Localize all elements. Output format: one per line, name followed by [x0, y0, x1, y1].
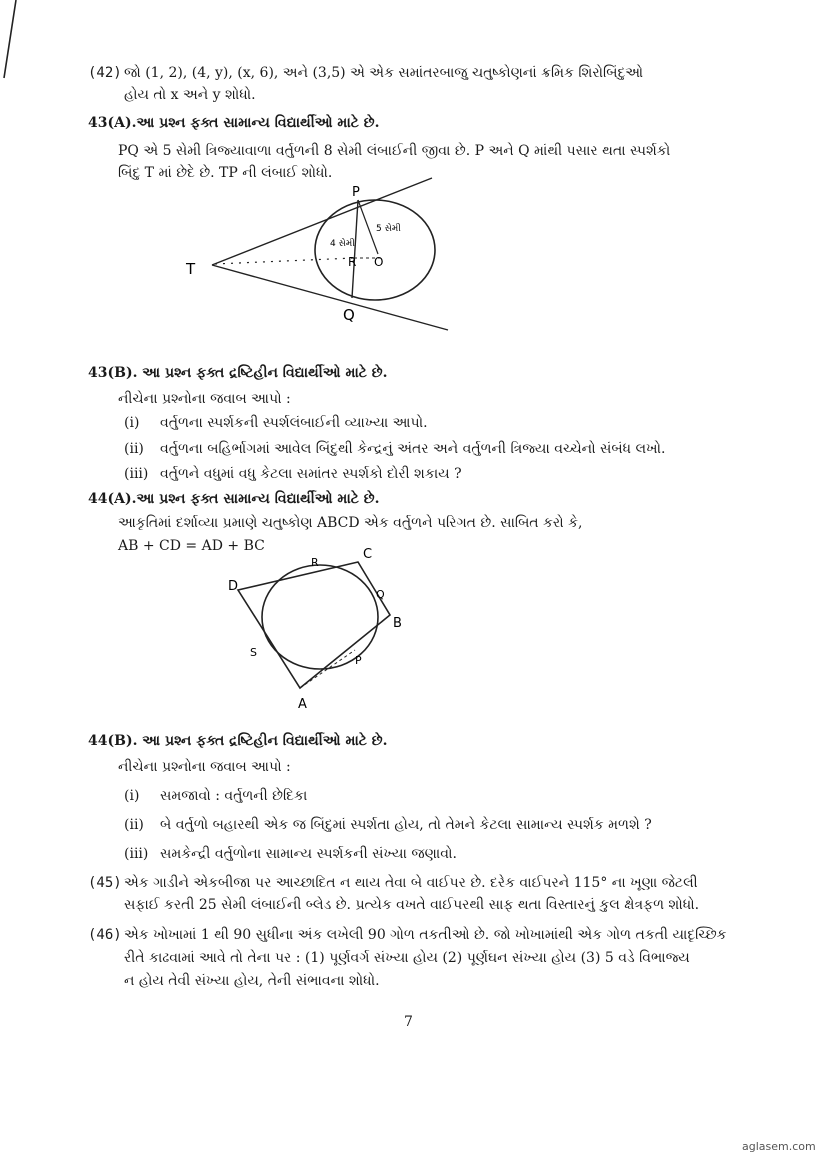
q44a-line2: AB + CD = AD + BC	[118, 538, 265, 554]
q43b-item-2-number: (ii)	[124, 441, 144, 457]
q44a-label-q: Q	[376, 588, 385, 601]
q45-number: (45)	[88, 875, 122, 891]
q43a-chord-length-label: 4 સેમી	[330, 239, 355, 249]
q43a-label-t: T	[186, 260, 196, 278]
q46-line3: ન હોય તેવી સંખ્યા હોય, તેની સંભાવના શોધો.	[124, 973, 380, 989]
q45-line1: એક ગાડીને એકબીજા પર આચ્છાદિત ન થાય તેવા બે વાઈપર છે. દરેક વાઈપરને 115° ના ખૂણા જેટલી	[124, 875, 698, 891]
q43b-item-3-number: (iii)	[124, 466, 149, 482]
q44a-label-c: C	[363, 547, 373, 562]
q43a-label-o: O	[374, 255, 384, 269]
q43a-label-q: Q	[343, 306, 355, 324]
q44a-label-r: R	[311, 556, 319, 569]
q43a-label-p: P	[352, 185, 360, 200]
q46-line1: એક ખોખામાં 1 થી 90 સુધીના અંક લખેલી 90 ગોળ તકતીઓ છે. જો ખોખામાંથી એક ગોળ તકતી યાદૃચ્છિક	[124, 927, 727, 943]
q44b-item-2-text: બે વર્તુળો બહારથી એક જ બિંદુમાં સ્પર્શતા હોય, તો તેમને કેટલા સામાન્ય સ્પર્શક મળશે ?	[160, 817, 652, 833]
q45-line2: સફાઈ કરતી 25 સેમી લંબાઈની બ્લેડ છે. પ્રત્યેક વખતે વાઈપરથી સાફ થતા વિસ્તારનું કુલ ક્ષેત્રફળ શોધો.	[124, 897, 700, 913]
q43a-heading: 43(A).આ પ્રશ્ન ફક્ત સામાન્ય વિદ્યાર્થીઓ માટે છે.	[88, 115, 380, 131]
q44a-label-d: D	[228, 579, 239, 594]
q43a-radius-label: 5 સેમી	[376, 224, 401, 234]
q46-number: (46)	[88, 927, 122, 943]
q43b-heading: 43(B). આ પ્રશ્ન ફક્ત દ્રષ્ટિહીન વિદ્યાર્થીઓ માટે છે.	[88, 365, 388, 381]
q43b-item-3-text: વર્તુળને વધુમાં વધુ કેટલા સમાંતર સ્પર્શકો દોરી શકાય ?	[160, 466, 462, 482]
q44a-heading: 44(A).આ પ્રશ્ન ફક્ત સામાન્ય વિદ્યાર્થીઓ માટે છે.	[88, 491, 380, 507]
q44a-line1: આકૃતિમાં દર્શાવ્યા પ્રમાણે ચતુષ્કોણ ABCD એક વર્તુળને પરિગત છે. સાબિત કરો કે,	[118, 515, 583, 531]
q44b-intro: નીચેના પ્રશ્નોના જવાબ આપો :	[118, 759, 291, 775]
q44a-label-s: S	[250, 646, 257, 659]
q44b-item-3-number: (iii)	[124, 846, 149, 862]
q44b-item-3-text: સમકેન્દ્રી વર્તુળોના સામાન્ય સ્પર્શકની સંખ્યા જણાવો.	[160, 846, 457, 862]
q43a-line1: PQ એ 5 સેમી ત્રિજ્યાવાળા વર્તુળની 8 સેમી લંબાઈની જીવા છે. P અને Q માંથી પસાર થતા સ્પર્શકો	[118, 143, 671, 159]
q44b-heading: 44(B). આ પ્રશ્ન ફક્ત દ્રષ્ટિહીન વિદ્યાર્થીઓ માટે છે.	[88, 733, 388, 749]
q44a-label-p: P	[355, 654, 362, 667]
watermark-text: aglasem.com	[742, 1140, 816, 1153]
q43b-intro: નીચેના પ્રશ્નોના જવાબ આપો :	[118, 391, 291, 407]
q44b-item-1-text: સમજાવો : વર્તુળની છેદિકા	[160, 788, 308, 804]
q46-line2: રીતે કાઢવામાં આવે તો તેના પર : (1) પૂર્ણવર્ગ સંખ્યા હોય (2) પૂર્ણઘન સંખ્યા હોય (3) 5 વડે વિભાજ્ય	[124, 950, 690, 966]
q43a-label-r: R	[348, 255, 357, 269]
q43a-line2: બિંદુ T માં છેદે છે. TP ની લંબાઈ શોધો.	[118, 165, 333, 181]
q42-number: (42)	[88, 65, 122, 81]
q44b-item-1-number: (i)	[124, 788, 140, 804]
q43b-item-1-number: (i)	[124, 415, 140, 431]
q44a-label-b: B	[393, 616, 402, 631]
q42-line1: જો (1, 2), (4, y), (x, 6), અને (3,5) એ એક સમાંતરબાજુ ચતુષ્કોણનાં ક્રમિક શિરોબિંદુઓ	[124, 65, 644, 81]
q43b-item-2-text: વર્તુળના બહિર્ભાગમાં આવેલ બિંદુથી કેન્દ્રનું અંતર અને વર્તુળની ત્રિજ્યા વચ્ચેનો સંબંધ લખો.	[160, 441, 666, 457]
q44b-item-2-number: (ii)	[124, 817, 144, 833]
q42-line2: હોય તો x અને y શોધો.	[124, 87, 256, 103]
page-number: 7	[404, 1014, 413, 1030]
q43b-item-1-text: વર્તુળના સ્પર્શકની સ્પર્શલંબાઈની વ્યાખ્યા આપો.	[160, 415, 428, 431]
q44a-label-a: A	[298, 697, 307, 712]
